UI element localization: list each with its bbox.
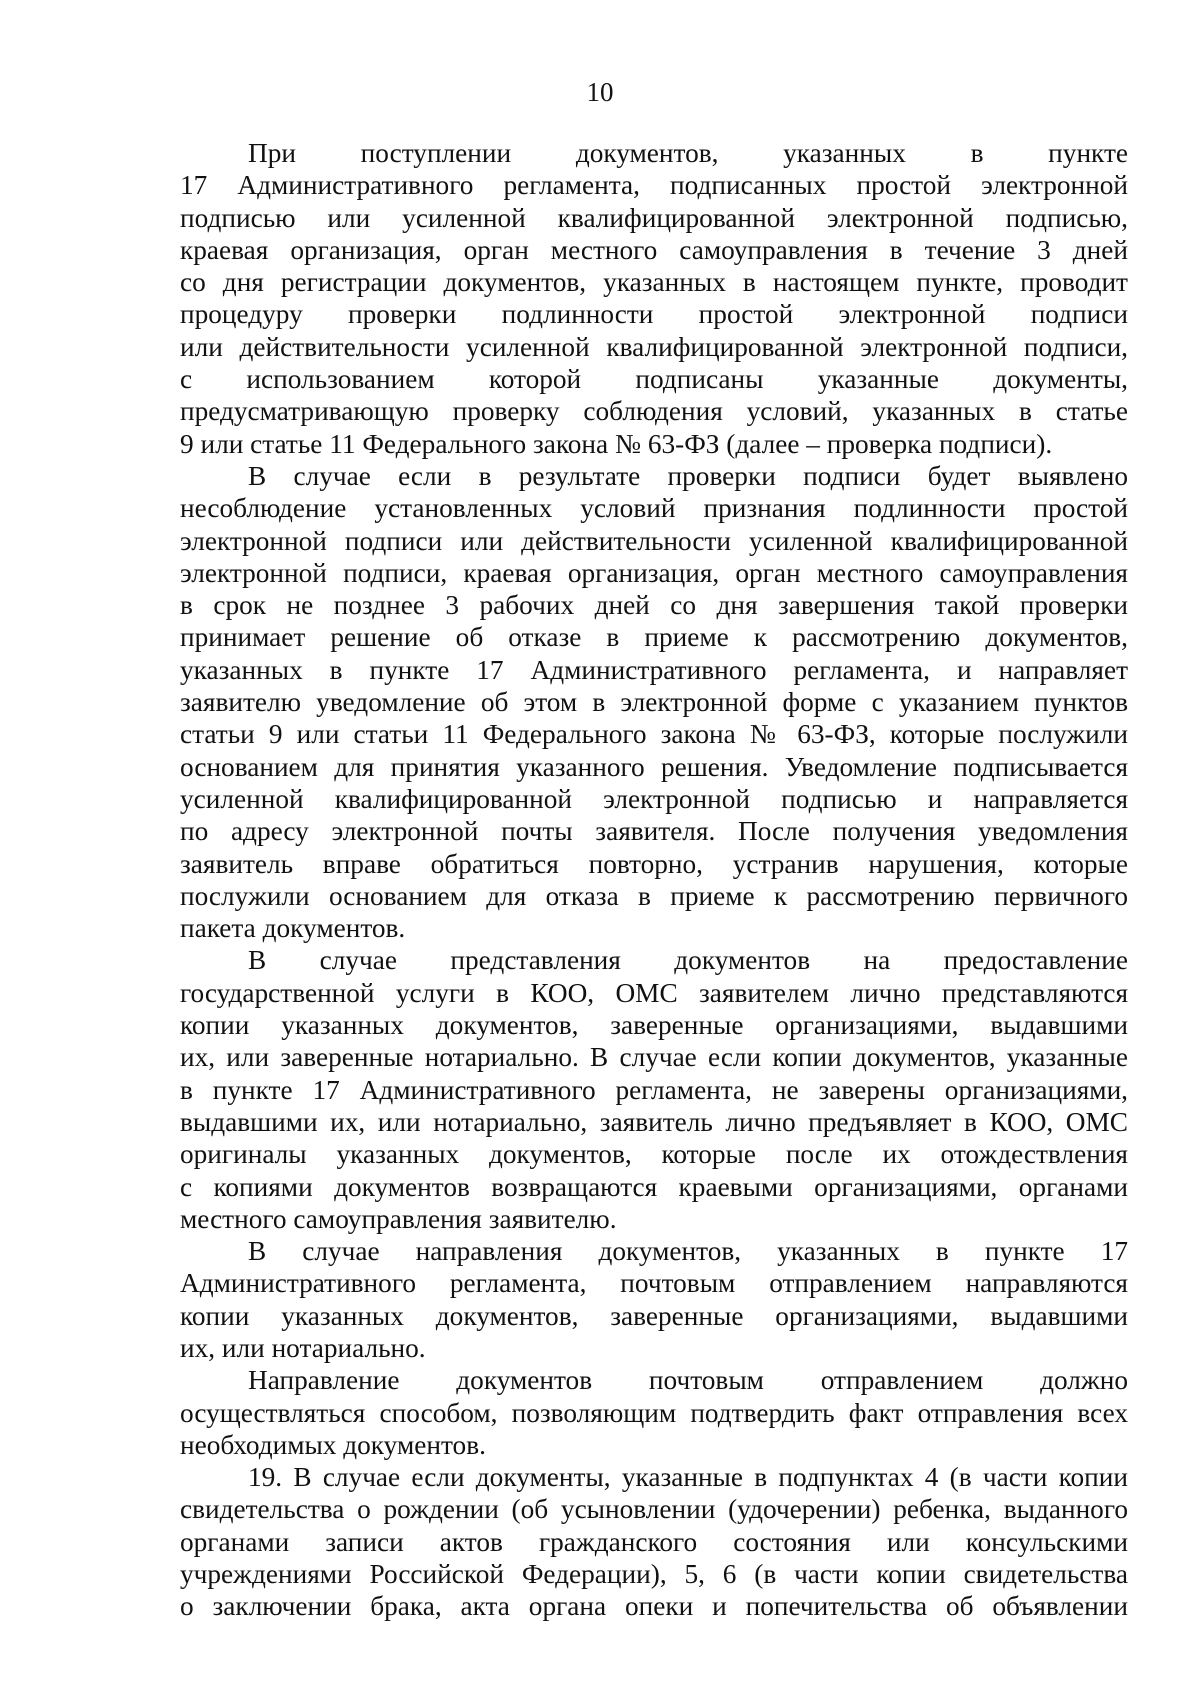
- text-line: копии указанных документов, заверенные организациями, выдавшими: [180, 1300, 1128, 1331]
- text-line: свидетельства о рождении (об усыновлении (удочерении) ребенка, выданного: [180, 1494, 1128, 1525]
- text-line: с использованием которой подписаны указанные документы,: [180, 364, 1128, 395]
- text-line: государственной услуги в КОО, ОМС заявителем лично представляются: [180, 977, 1128, 1008]
- text-line: органами записи актов гражданского состояния или консульскими: [180, 1526, 1128, 1557]
- text-line: В случае представления документов на предоставление: [248, 945, 1128, 976]
- text-line: несоблюдение установленных условий признания подлинности простой: [180, 493, 1128, 524]
- page-number: 10: [586, 77, 614, 107]
- text-line: с копиями документов возвращаются краевыми организациями, органами: [180, 1171, 1128, 1202]
- text-line: усиленной квалифицированной электронной подписью и направляется: [180, 783, 1128, 814]
- text-line: копии указанных документов, заверенные организациями, выдавшими: [180, 1010, 1128, 1041]
- text-line: или действительности усиленной квалифицированной электронной подписи,: [180, 331, 1128, 362]
- text-line: процедуру проверки подлинности простой электронной подписи: [180, 299, 1128, 330]
- text-line: В случае направления документов, указанных в пункте 17: [248, 1236, 1128, 1267]
- text-line: учреждениями Российской Федерации), 5, 6 (в части копии свидетельства: [180, 1559, 1128, 1590]
- text-line: предусматривающую проверку соблюдения условий, указанных в статье: [180, 396, 1128, 427]
- text-line: их, или заверенные нотариально. В случае если копии документов, указанные: [180, 1042, 1128, 1073]
- text-line: указанных в пункте 17 Административного регламента, и направляет: [180, 654, 1128, 685]
- text-line: 19. В случае если документы, указанные в подпунктах 4 (в части копии: [248, 1462, 1128, 1493]
- text-line: 17 Административного регламента, подписанных простой электронной: [180, 170, 1128, 201]
- text-line: электронной подписи, краевая организация, орган местного самоуправления: [180, 557, 1128, 588]
- text-line: электронной подписи или действительности усиленной квалифицированной: [180, 525, 1128, 556]
- text-line: Направление документов почтовым отправлением должно: [248, 1365, 1128, 1396]
- text-line: основанием для принятия указанного решения. Уведомление подписывается: [180, 751, 1128, 782]
- text-line: подписью или усиленной квалифицированной электронной подписью,: [180, 202, 1128, 233]
- text-line: В случае если в результате проверки подписи будет выявлено: [248, 460, 1128, 491]
- paragraph: [180, 944, 1128, 1235]
- text-line: оригиналы указанных документов, которые после их отождествления: [180, 1139, 1128, 1170]
- paragraph: [180, 1235, 1128, 1364]
- paragraph: [180, 1364, 1128, 1461]
- text-line: в пункте 17 Административного регламента, не заверены организациями,: [180, 1074, 1128, 1105]
- text-line: заявителю уведомление об этом в электронной форме с указанием пунктов: [180, 687, 1128, 718]
- text-line: выдавшими их, или нотариально, заявитель лично предъявляет в КОО, ОМС: [180, 1106, 1128, 1137]
- text-line: 9 или статье 11 Федерального закона № 63-ФЗ (далее – проверка подписи).: [180, 428, 1053, 459]
- text-line: пакета документов.: [180, 913, 406, 944]
- text-line: о заключении брака, акта органа опеки и попечительства об объявлении: [180, 1591, 1128, 1622]
- text-line: со дня регистрации документов, указанных в настоящем пункте, проводит: [180, 267, 1128, 298]
- text-line: в срок не позднее 3 рабочих дней со дня завершения такой проверки: [180, 590, 1128, 621]
- text-line: по адресу электронной почты заявителя. После получения уведомления: [180, 816, 1128, 847]
- text-line: принимает решение об отказе в приеме к рассмотрению документов,: [180, 622, 1128, 653]
- text-line: необходимых документов.: [180, 1429, 486, 1460]
- text-line: осуществляться способом, позволяющим подтвердить факт отправления всех: [180, 1397, 1128, 1428]
- text-line: местного самоуправления заявителю.: [180, 1203, 617, 1234]
- text-line: заявитель вправе обратиться повторно, устранив нарушения, которые: [180, 848, 1128, 879]
- text-line: краевая организация, орган местного самоуправления в течение 3 дней: [180, 234, 1128, 265]
- text-line: статьи 9 или статьи 11 Федерального закона № 63-ФЗ, которые послужили: [180, 719, 1128, 750]
- text-line: При поступлении документов, указанных в пункте: [248, 138, 1128, 168]
- paragraph: [180, 1461, 1128, 1622]
- text-line: их, или нотариально.: [180, 1332, 426, 1363]
- paragraph: [180, 460, 1128, 944]
- text-line: послужили основанием для отказа в приеме к рассмотрению первичного: [180, 880, 1128, 911]
- paragraph: [180, 137, 1128, 460]
- document-body: [180, 137, 1128, 1623]
- text-line: Административного регламента, почтовым отправлением направляются: [180, 1268, 1128, 1299]
